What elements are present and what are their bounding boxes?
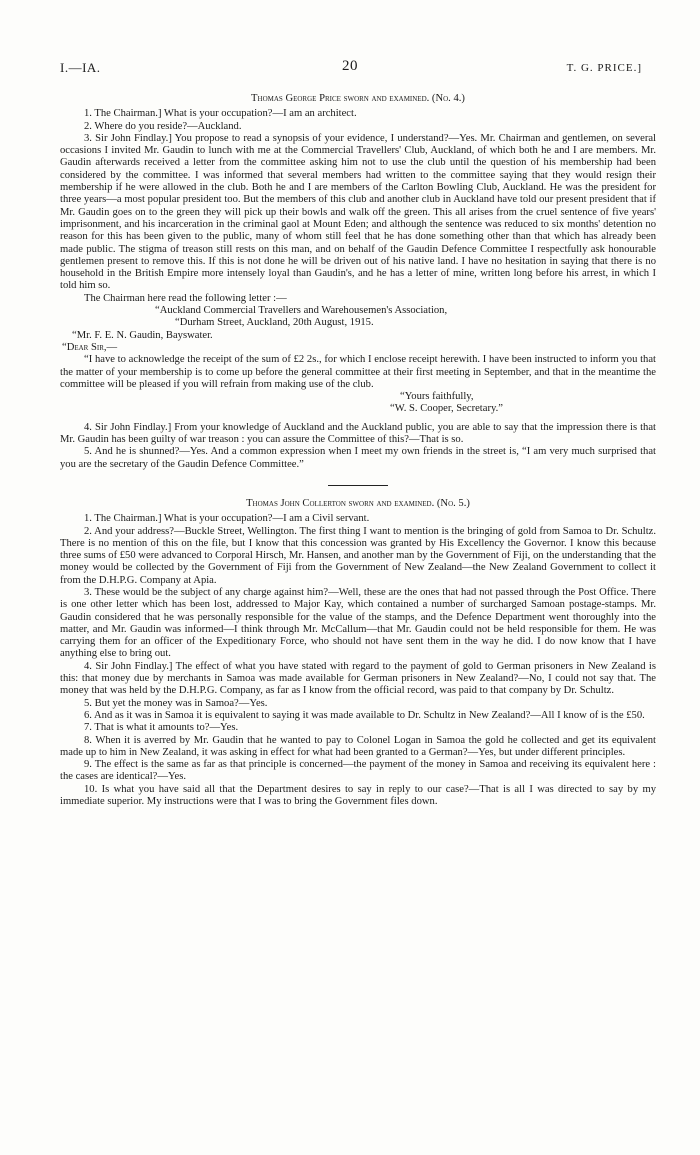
letter-date: “Durham Street, Auckland, 20th August, 1915. [175,317,374,329]
section-heading-collerton: Thomas John Collerton sworn and examined. (No. 5.) [246,497,470,509]
letter-salutation: “Dear Sir,— [62,341,118,353]
question-paragraph: 3. These would be the subject of any charge against him?—Well, these are the ones that had not passed through the Post Office. There is one other letter which has been lost, addressed to Major Kay, which contained a number of surcharged Samoan postage-stamps. Mr. Gaudin considered that he was personally responsible for the value of the stamps, and the Defence Department went thoroughly into the matter, and Mr. Gaudin was informed—I think through Mr. McCallum—that Mr. Gaudin could not be held responsible for them. He was carrying them for an officer of the Expeditionary Force, who should not have sent them in the way he did. I do now know that I have anything else to bring out. [60,586,656,660]
question-paragraph: 1. The Chairman.] What is your occupation?—I am a Civil servant. [84,513,370,525]
question-paragraph: 1. The Chairman.] What is your occupation?—I am an architect. [84,108,357,120]
section-heading-price: Thomas George Price sworn and examined. (No. 4.) [251,93,465,104]
question-paragraph: 2. Where do you reside?—Auckland. [84,120,242,132]
letter-organisation: “Auckland Commercial Travellers and Warehousemen's Association, [155,305,448,317]
question-paragraph: 10. Is what you have said all that the Department desires to say in reply to our case?—That is all I was directed to say by my immediate superior. My instructions were that I was to bring the Government files down. [60,783,656,808]
letter-intro: The Chairman here read the following letter :— [84,292,287,304]
question-paragraph: 6. And as it was in Samoa it is equivalent to saying it was made available to Dr. Schultz in New Zealand?—All I know of is the £50. [84,709,645,721]
question-paragraph: 8. When it is averred by Mr. Gaudin that he wanted to pay to Colonel Logan in Samoa the gold he collected and get its equivalent made up to him in New Zealand, it was asking in effect for what had been granted to a German?—Yes, but under different principles. [60,734,656,758]
question-paragraph: 7. That is what it amounts to?—Yes. [84,722,239,734]
question-paragraph: 4. Sir John Findlay.] From your knowledge of Auckland and the Auckland public, you are able to say that the impression there is that Mr. Gaudin has been guilty of war treason : you can assure the Committee of this?—That is so. [60,421,656,446]
section-divider [328,485,388,486]
letter-body: “I have to acknowledge the receipt of the sum of £2 2s., for which I enclose receipt herewith. I have been instructed to inform you that the matter of your membership is to come up before the general committee at their first meeting in September, and that in the meantime the committee will be pleased if you will refrain from making use of the club. [60,354,656,390]
question-paragraph: 2. And your address?—Buckle Street, Wellington. The first thing I want to mention is the bringing of gold from Samoa to Dr. Schultz. There is no mention of this on the file, but I know that this concession was granted by His Excellency the Governor. I know this because three sums of £50 were advanced to Corporal Hirsch, Mr. Hansen, and another man by the Government of Fiji, on the understanding that the money would be collected by the Government of Fiji from the Government of New Zealand—the New Zealand Government to collect it from the D.H.P.G. Company at Apia. [60,525,656,586]
question-paragraph: 3. Sir John Findlay.] You propose to read a synopsis of your evidence, I understand?—Yes. Mr. Chairman and gentlemen, on several occasions I invited Mr. Gaudin to lunch with me at the Commercial Travellers' Club, Auckland, of which both he and I are members. Mr. Gaudin afterwards received a letter from the committee asking him not to use the club until the question of his membership had been considered by the committee. I was informed that several members had written to the committee saying that they would resign their membership if he were allowed in the club. Both he and I are members of the Carlton Bowling Club, Auckland. He was the president for three years—a most popular president too. But the members of this club and another club in Auckland have told our present president that if Mr. Gaudin goes on to the green they will pick up their bowls and walk off the green. This all arises from the cruel sentence of five years' imprisonment, and his incarceration in the criminal gaol at Mount Eden; and although the sentence was reduced to six months' detention no reason for this has been given to the public, many of whom still feel that he has done something other than that which has already been made public. The stigma of treason still rests on this man, and on behalf of the Gaudin Defence Committee I respectfully ask honourable gentlemen present to remove this. If this is not done he will be driven out of his native land. I have no hesitation in saying that there is no household in the British Empire more intensely loyal than Gaudin's, and he has a letter of mine, written long before his arrest, in which I told him so. [60,132,656,292]
question-paragraph: 5. But yet the money was in Samoa?—Yes. [84,697,268,709]
page-header-right: T. G. PRICE.] [566,62,642,74]
question-paragraph: 4. Sir John Findlay.] The effect of what you have stated with regard to the payment of gold to German prisoners in New Zealand is this: that money due by merchants in Samoa was made available for German prisoners in New Zealand?—No, I could not say that. The money that was held by the D.H.P.G. Company, as far as I know from the official record, was paid to that company by Dr. Schultz. [60,660,656,697]
question-paragraph: 5. And he is shunned?—Yes. And a common expression when I meet my own friends in the street is, “I am very much surprised that you are the secretary of the Gaudin Defence Committee.” [60,446,656,470]
question-paragraph: 9. The effect is the same as far as that principle is concerned—the payment of the money in Samoa and receiving its equivalent here : the cases are identical?—Yes. [60,759,656,783]
letter-closing: “Yours faithfully, [400,391,474,403]
page-header-left: I.—IA. [60,60,101,75]
letter-addressee: “Mr. F. E. N. Gaudin, Bayswater. [72,329,213,341]
document-body [60,93,656,808]
letter-signature: “W. S. Cooper, Secretary.” [390,403,503,415]
page-number: 20 [342,58,358,74]
